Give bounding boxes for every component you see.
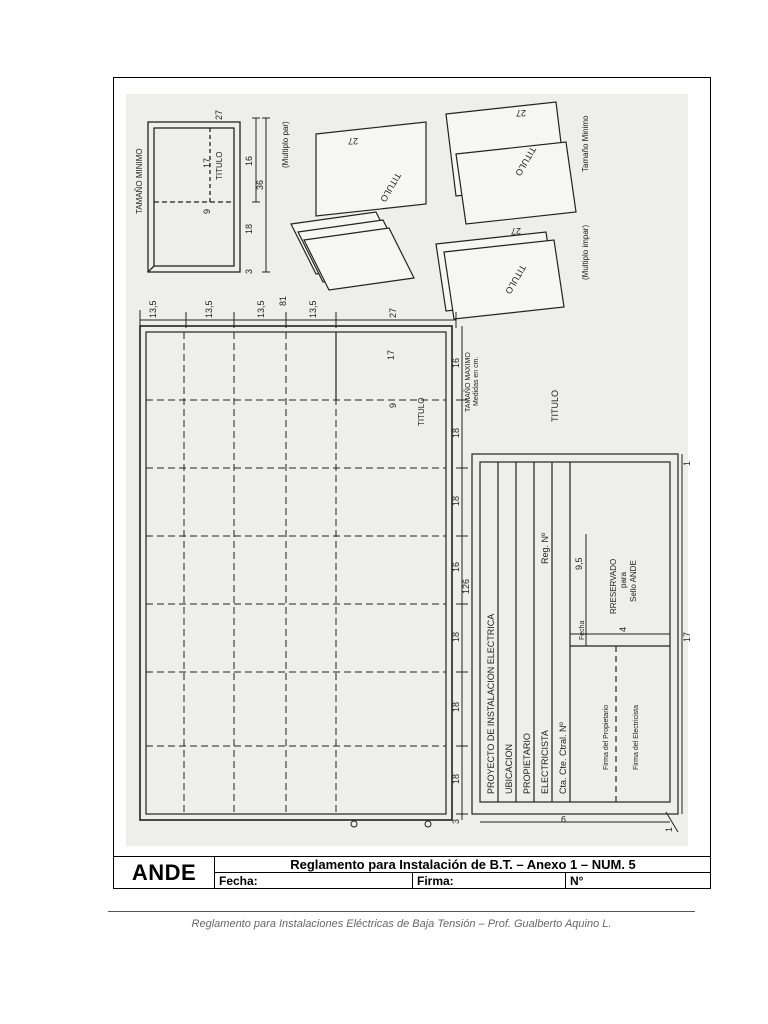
document-title: Reglamento para Instalación de B.T. – Anexo 1 – NUM. 5 (215, 857, 711, 873)
reserved-label-3: Sello ANDE (629, 560, 638, 602)
min-title-label: TITULO (215, 151, 224, 180)
min-size-dimensions (252, 118, 270, 272)
max-title-label: TITULO (417, 397, 426, 426)
dim-126: 126 (461, 578, 471, 594)
even-title-label: TITULO (378, 171, 403, 204)
dim-18-max-b: 18 (451, 495, 461, 506)
dim-27-even: 27 (347, 136, 358, 146)
dim-27-odd-top: 27 (515, 108, 526, 118)
dim-18-max-e: 18 (451, 773, 461, 784)
project-label: PROYECTO DE INSTALACION ELECTRICA (486, 613, 496, 794)
technical-drawing (126, 94, 692, 846)
detail-title-label: TITULO (550, 389, 560, 422)
signature-field: Firma: (413, 873, 566, 889)
max-size-dimensions-right (456, 326, 468, 820)
dim-1-detail-bottom: 1 (664, 826, 674, 832)
dim-81: 81 (278, 295, 288, 306)
dim-13-5-c: 13,5 (256, 300, 266, 318)
date-label: Fecha (579, 620, 586, 640)
dim-18-max-a: 18 (451, 427, 461, 438)
dim-13-5-d: 13,5 (308, 300, 318, 318)
dim-4: 4 (618, 626, 628, 632)
units-label: Medidas en cm. (473, 356, 480, 406)
number-field: N° (570, 874, 584, 888)
dim-27-min: 27 (214, 109, 224, 120)
electrician-signature-label: Firma del Electricista (633, 705, 640, 770)
odd-min-size-label: Tamaño Minimo (581, 115, 590, 172)
electrician-label: ELECTRICISTA (540, 730, 550, 794)
registration-label: Reg. Nº (540, 532, 550, 564)
dim-18-max-c: 18 (451, 631, 461, 642)
min-size-label: TAMAÑO MINIMO (135, 148, 144, 214)
dim-3-min: 3 (244, 268, 254, 274)
even-multiple-label: (Multiplo par) (281, 121, 290, 168)
dim-16-max-b: 16 (451, 561, 461, 572)
odd-multiple-label: (Multiplo impar) (581, 224, 590, 280)
ande-logo: ANDE (114, 857, 215, 889)
dim-3-max: 3 (451, 818, 461, 824)
dim-13-5-a: 13,5 (148, 300, 158, 318)
dim-18-max-d: 18 (451, 701, 461, 712)
reserved-label-2: para (619, 571, 628, 588)
folded-sheets-even (291, 122, 426, 290)
dim-9-max: 9 (388, 402, 398, 408)
title-block (114, 856, 711, 889)
dim-9-5: 9,5 (574, 557, 584, 570)
dim-9-min: 9 (202, 208, 212, 214)
dim-36-min: 36 (255, 179, 265, 190)
max-size-label: TAMAÑO MAXIMO (465, 352, 472, 412)
dim-16-max-a: 16 (451, 357, 461, 368)
location-label: UBICACION (504, 743, 514, 794)
dim-17-detail: 17 (682, 631, 692, 642)
dim-9-detail: 9 (560, 814, 566, 824)
dim-17-min: 17 (202, 157, 212, 168)
odd-title-label-bottom: TITULO (503, 263, 528, 296)
max-size-sheet (140, 326, 452, 827)
footer-text: Reglamento para Instalaciones Eléctricas de Baja Tensión – Prof. Gualberto Aquino L. (191, 918, 612, 930)
min-size-sheet (148, 122, 240, 272)
footer-divider (108, 911, 695, 912)
dim-27-max: 27 (388, 307, 398, 318)
owner-signature-label: Firma del Propietario (603, 705, 610, 770)
dim-17-max: 17 (386, 349, 396, 360)
dim-18-min: 18 (244, 223, 254, 234)
dim-27-odd-bottom: 27 (510, 226, 521, 236)
account-label: Cta. Cte. Ctral. Nº (558, 722, 568, 794)
date-field: Fecha: (215, 873, 413, 889)
dim-1-detail-top: 1 (682, 460, 692, 466)
dim-16-min: 16 (244, 155, 254, 166)
reserved-label-1: RRESERVADO (609, 558, 618, 614)
odd-title-label-top: TITULO (513, 145, 538, 178)
dim-13-5-b: 13,5 (204, 300, 214, 318)
owner-label: PROPIETARIO (522, 733, 532, 794)
